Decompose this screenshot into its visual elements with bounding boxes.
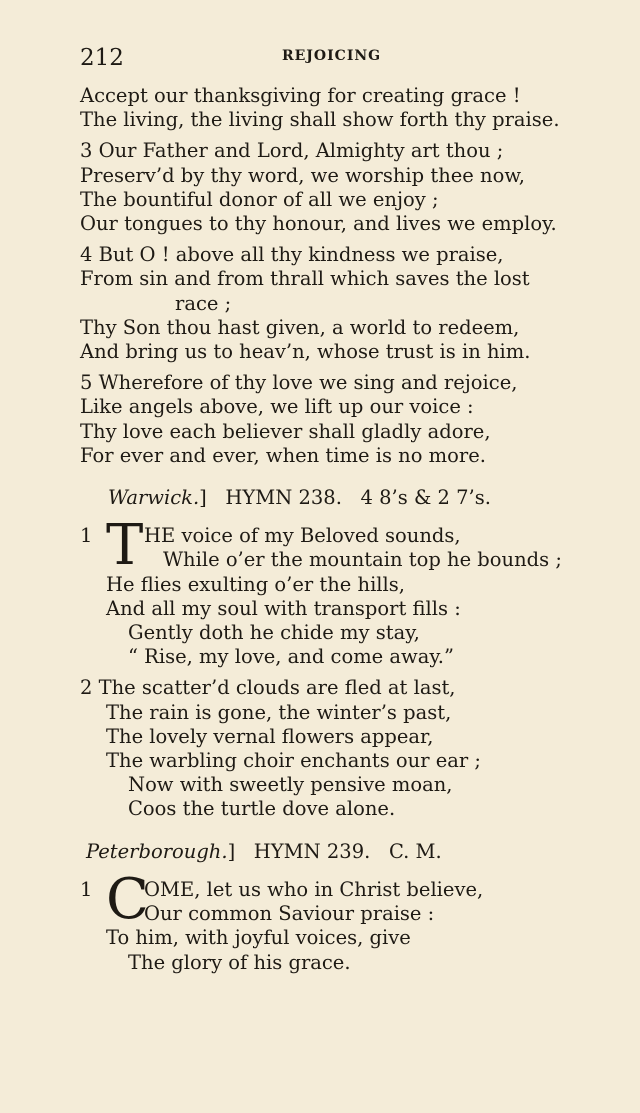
hymn-meter: C. M. bbox=[388, 839, 442, 863]
hymn-238-stanza-2 bbox=[80, 676, 580, 821]
verse-line: 3 Our Father and Lord, Almighty art thou ; bbox=[80, 139, 504, 163]
verse-line: Coos the turtle dove alone. bbox=[128, 797, 396, 821]
verse-line-continuation: race ; bbox=[175, 291, 232, 315]
verse-line: Our tongues to thy honour, and lives we employ. bbox=[80, 212, 557, 236]
bracket: ] bbox=[199, 486, 207, 510]
continued-stanza bbox=[80, 84, 580, 132]
stanza-3 bbox=[80, 139, 580, 236]
verse-line: Thy Son thou hast given, a world to redeem, bbox=[80, 315, 520, 339]
drop-cap: T bbox=[106, 513, 144, 579]
verse-line: Accept our thanksgiving for creating grace ! bbox=[80, 84, 521, 107]
verse-line: HE voice of my Beloved sounds, bbox=[144, 524, 461, 548]
verse-line: While o’er the mountain top he bounds ; bbox=[163, 548, 562, 572]
tune-name: Peterborough. bbox=[86, 839, 228, 863]
verse-line: Our common Saviour praise : bbox=[144, 902, 435, 926]
verse-line: 5 Wherefore of thy love we sing and rejoice, bbox=[80, 371, 518, 395]
verse-line: From sin and from thrall which saves the lost bbox=[80, 267, 530, 291]
verse-line: Now with sweetly pensive moan, bbox=[128, 773, 453, 797]
verse-line: And bring us to heav’n, whose trust is in him. bbox=[80, 340, 531, 364]
verse-line: The bountiful donor of all we enjoy ; bbox=[80, 187, 439, 211]
verse-line: Like angels above, we lift up our voice : bbox=[80, 395, 474, 419]
verse-line: To him, with joyful voices, give bbox=[106, 926, 411, 950]
hymn-meter: 4 8’s & 2 7’s. bbox=[360, 486, 491, 510]
hymn-238-header bbox=[80, 486, 580, 510]
verse-line: 4 But O ! above all thy kindness we praise, bbox=[80, 243, 504, 267]
verse-line: He flies exulting o’er the hills, bbox=[106, 572, 405, 596]
verse-line: The glory of his grace. bbox=[128, 950, 351, 974]
verse-line: And all my soul with transport fills : bbox=[106, 596, 461, 620]
running-title: REJOICING bbox=[282, 48, 382, 64]
stanza-number: 1 bbox=[80, 524, 93, 548]
verse-line: Preserv’d by thy word, we worship thee now, bbox=[80, 163, 525, 187]
page-number: 212 bbox=[80, 45, 124, 71]
stanza-5 bbox=[80, 371, 580, 468]
verse-line: For ever and ever, when time is no more. bbox=[80, 443, 486, 467]
verse-line: “ Rise, my love, and come away.” bbox=[128, 645, 454, 669]
hymn-title: HYMN 239. bbox=[253, 839, 371, 863]
verse-line: The living, the living shall show forth thy praise. bbox=[80, 108, 560, 132]
hymn-239-stanza-1 bbox=[80, 866, 580, 975]
hymn-239-header bbox=[80, 840, 580, 864]
stanza-4 bbox=[80, 243, 580, 364]
hymn-title: HYMN 238. bbox=[225, 486, 342, 510]
stanza-number: 1 bbox=[80, 877, 93, 901]
verse-line: The rain is gone, the winter’s past, bbox=[106, 700, 452, 724]
verse-line: The lovely vernal flowers appear, bbox=[106, 724, 434, 748]
verse-line: Gently doth he chide my stay, bbox=[128, 621, 420, 645]
hymn-text bbox=[80, 84, 580, 975]
tune-name: Warwick. bbox=[108, 486, 200, 510]
verse-line: Thy love each believer shall gladly adore, bbox=[80, 419, 491, 443]
verse-line: OME, let us who in Christ believe, bbox=[144, 877, 484, 901]
drop-cap: C bbox=[106, 866, 149, 932]
verse-line: The warbling choir enchants our ear ; bbox=[106, 749, 481, 773]
verse-line: 2 The scatter’d clouds are fled at last, bbox=[80, 676, 456, 700]
hymn-238-stanza-1 bbox=[80, 513, 580, 669]
bracket: ] bbox=[227, 839, 236, 863]
